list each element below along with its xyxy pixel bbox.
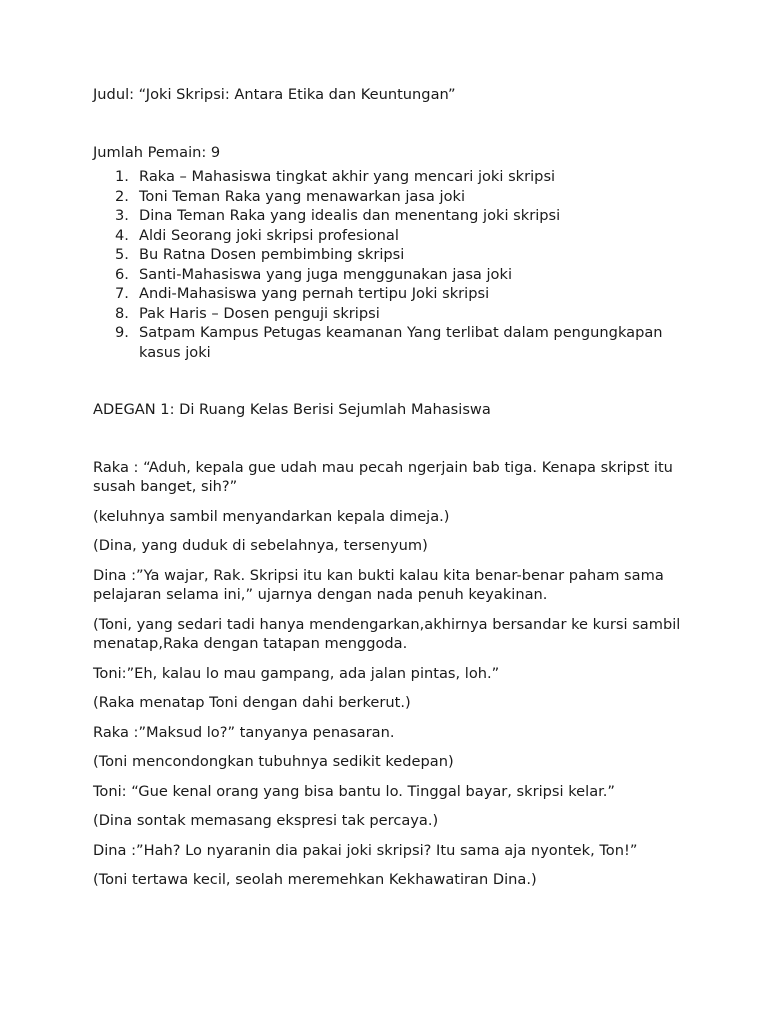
cast-item: [93, 245, 683, 265]
cast-item: [93, 304, 683, 324]
cast-item-number: 6.: [115, 265, 129, 283]
cast-item-text: Pak Haris – Dosen penguji skripsi: [139, 304, 380, 322]
cast-item-text: Andi-Mahasiswa yang pernah tertipu Joki skripsi: [139, 285, 490, 302]
cast-item-number: 8.: [115, 304, 129, 322]
cast-item-text: Dina Teman Raka yang idealis dan menentang joki skripsi: [139, 207, 561, 224]
dialogue-line: Raka :”Maksud lo?” tanyanya penasaran.: [93, 723, 395, 741]
stage-direction: (keluhnya sambil menyandarkan kepala dimeja.): [93, 507, 450, 525]
cast-list: [93, 167, 683, 362]
dialogue-line: Raka : “Aduh, kepala gue udah mau pecah ngerjain bab tiga. Kenapa skripst itu susah banget, sih?”: [93, 458, 673, 495]
stage-direction: (Toni, yang sedari tadi hanya mendengarkan,akhirnya bersandar ke kursi sambil menatap,Raka dengan tatapan menggoda.: [93, 615, 681, 652]
cast-item-number: 7.: [115, 285, 129, 302]
cast-item-number: 4.: [115, 226, 129, 244]
stage-direction: (Toni mencondongkan tubuhnya sedikit kedepan): [93, 753, 454, 770]
scene-heading: ADEGAN 1: Di Ruang Kelas Berisi Sejumlah Mahasiswa: [93, 401, 491, 418]
cast-item-number: 5.: [115, 246, 129, 263]
document-page: [93, 85, 683, 900]
cast-item-text: Raka – Mahasiswa tingkat akhir yang mencari joki skripsi: [139, 168, 556, 185]
players-heading: Jumlah Pemain: 9: [93, 143, 221, 161]
cast-item: [93, 187, 683, 207]
cast-item-text: Toni Teman Raka yang menawarkan jasa joki: [139, 187, 465, 205]
cast-item-text: Satpam Kampus Petugas keamanan Yang terlibat dalam pengungkapan kasus joki: [139, 324, 663, 361]
cast-item-number: 3.: [115, 207, 129, 224]
stage-direction: (Raka menatap Toni dengan dahi berkerut.): [93, 694, 411, 711]
cast-item-number: 2.: [115, 187, 129, 205]
cast-item-number: 1.: [115, 168, 129, 185]
dialogue-line: Toni: “Gue kenal orang yang bisa bantu lo. Tinggal bayar, skripsi kelar.”: [93, 782, 615, 800]
cast-item: [93, 226, 683, 246]
cast-item: [93, 284, 683, 304]
cast-item: [93, 323, 683, 362]
stage-direction: (Dina, yang duduk di sebelahnya, tersenyum): [93, 537, 428, 554]
dialogue-line: Dina :”Ya wajar, Rak. Skripsi itu kan bukti kalau kita benar-benar paham sama pelajaran selama ini,” ujarnya dengan nada penuh keyakinan.: [93, 566, 664, 603]
cast-item-number: 9.: [115, 324, 129, 341]
cast-item-text: Aldi Seorang joki skripsi profesional: [139, 226, 399, 244]
cast-item: [93, 167, 683, 187]
cast-item-text: Bu Ratna Dosen pembimbing skripsi: [139, 246, 405, 263]
dialogue-line: Dina :”Hah? Lo nyaranin dia pakai joki skripsi? Itu sama aja nyontek, Ton!”: [93, 841, 638, 859]
document-title: Judul: “Joki Skripsi: Antara Etika dan Keuntungan”: [93, 86, 456, 103]
cast-item: [93, 206, 683, 226]
stage-direction: (Dina sontak memasang ekspresi tak percaya.): [93, 812, 439, 829]
stage-direction: (Toni tertawa kecil, seolah meremehkan Kekhawatiran Dina.): [93, 871, 537, 888]
dialogue-line: Toni:”Eh, kalau lo mau gampang, ada jalan pintas, loh.”: [93, 664, 500, 682]
cast-item-text: Santi-Mahasiswa yang juga menggunakan jasa joki: [139, 265, 512, 283]
cast-item: [93, 265, 683, 285]
dialogue-section: [93, 458, 683, 890]
